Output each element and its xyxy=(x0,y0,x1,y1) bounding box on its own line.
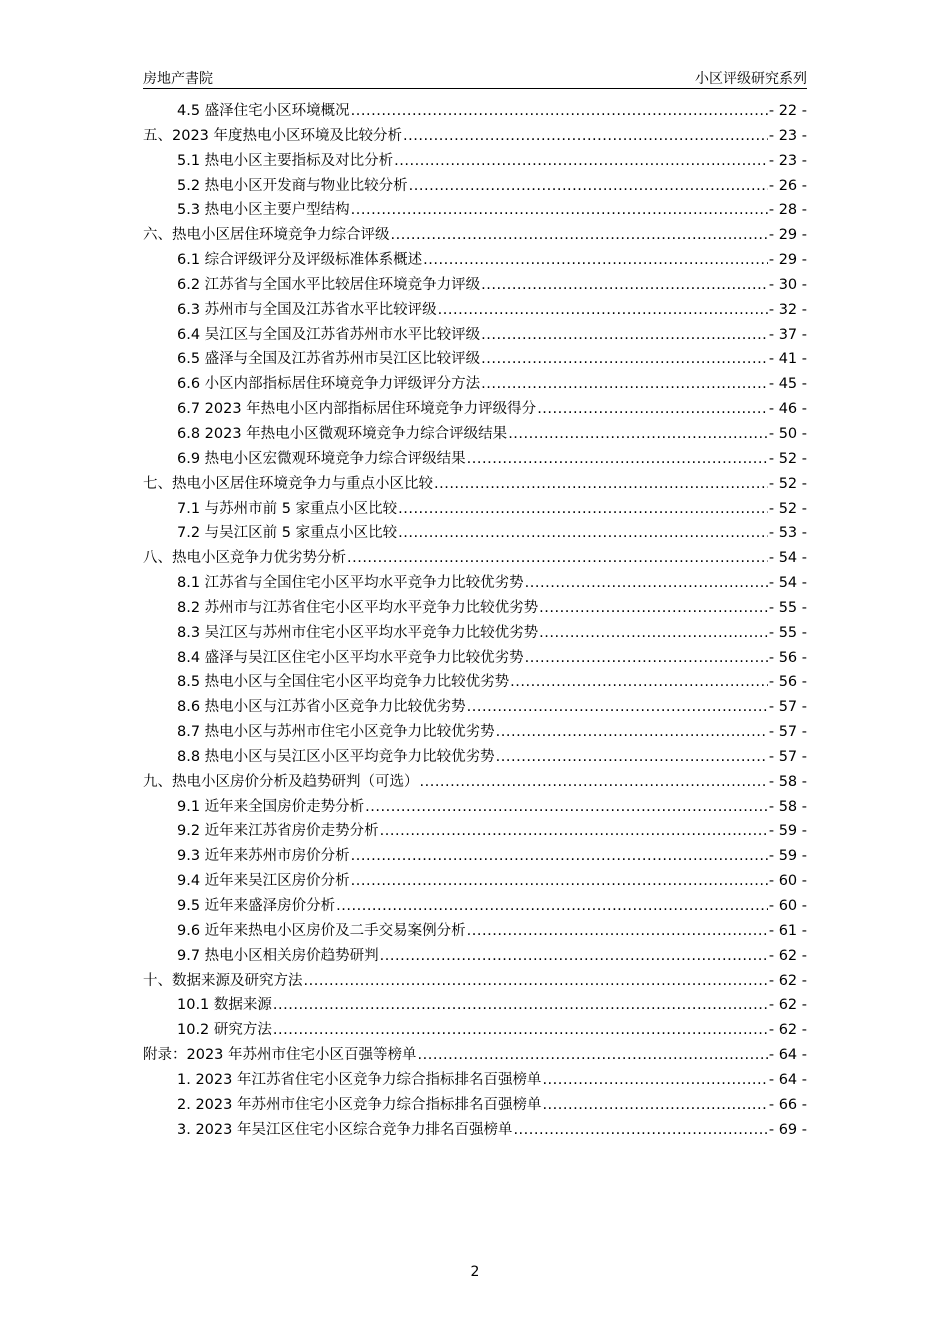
toc-entry-title: 6.1 综合评级评分及评级标准体系概述 xyxy=(177,252,423,269)
toc-section-entry[interactable] xyxy=(143,99,807,124)
toc-entry-title: 9.6 近年来热电小区房价及二手交易案例分析 xyxy=(177,922,466,939)
toc-entry-title: 8.2 苏州市与江苏省住宅小区平均水平竞争力比较优劣势 xyxy=(177,599,539,616)
toc-entry-title: 10.2 研究方法 xyxy=(177,1022,272,1039)
toc-entry-page: - 62 - xyxy=(768,997,807,1014)
toc-section-entry[interactable] xyxy=(143,347,807,372)
toc-section-entry[interactable] xyxy=(143,670,807,695)
toc-section-entry[interactable] xyxy=(143,720,807,745)
toc-chapter-entry[interactable] xyxy=(143,472,807,497)
toc-dot-leader xyxy=(496,724,768,740)
toc-dot-leader xyxy=(481,376,768,392)
toc-section-entry[interactable] xyxy=(143,447,807,472)
toc-entry-page: - 32 - xyxy=(768,301,807,318)
toc-entry-page: - 30 - xyxy=(768,276,807,293)
toc-entry-title: 10.1 数据来源 xyxy=(177,997,272,1014)
toc-dot-leader xyxy=(398,525,768,541)
toc-section-entry[interactable] xyxy=(143,273,807,298)
header-series-title: 小区评级研究系列 xyxy=(695,71,807,87)
toc-entry-title: 十、数据来源及研究方法 xyxy=(143,972,303,989)
toc-dot-leader xyxy=(304,973,768,989)
toc-entry-title: 六、热电小区居住环境竞争力综合评级 xyxy=(143,227,390,244)
toc-section-entry[interactable] xyxy=(143,149,807,174)
toc-section-entry[interactable] xyxy=(143,596,807,621)
toc-entry-title: 6.5 盛泽与全国及江苏省苏州市吴江区比较评级 xyxy=(177,351,481,368)
toc-entry-title: 7.1 与苏州市前 5 家重点小区比较 xyxy=(177,500,398,517)
toc-entry-page: - 29 - xyxy=(768,227,807,244)
toc-entry-title: 9.5 近年来盛泽房价分析 xyxy=(177,898,336,914)
toc-dot-leader xyxy=(380,948,768,964)
toc-dot-leader xyxy=(423,252,768,268)
toc-entry-page: - 28 - xyxy=(768,202,807,219)
toc-dot-leader xyxy=(537,401,768,417)
toc-entry-page: - 23 - xyxy=(768,127,807,144)
toc-chapter-entry[interactable] xyxy=(143,124,807,149)
toc-entry-page: - 57 - xyxy=(768,699,807,716)
toc-entry-page: - 59 - xyxy=(768,823,807,840)
toc-section-entry[interactable] xyxy=(143,521,807,546)
toc-entry-page: - 41 - xyxy=(768,351,807,368)
toc-chapter-entry[interactable] xyxy=(143,770,807,795)
toc-entry-page: - 23 - xyxy=(768,152,807,169)
toc-dot-leader xyxy=(481,351,768,367)
toc-entry-page: - 55 - xyxy=(768,624,807,641)
toc-dot-leader xyxy=(273,1022,768,1038)
toc-dot-leader xyxy=(513,1122,767,1138)
toc-section-entry[interactable] xyxy=(143,397,807,422)
toc-entry-title: 8.6 热电小区与江苏省小区竞争力比较优劣势 xyxy=(177,699,466,716)
toc-section-entry[interactable] xyxy=(143,298,807,323)
toc-dot-leader xyxy=(351,873,768,889)
toc-entry-title: 6.9 热电小区宏微观环境竞争力综合评级结果 xyxy=(177,450,466,467)
toc-section-entry[interactable] xyxy=(143,1018,807,1043)
toc-entry-title: 2. 2023 年苏州市住宅小区竞争力综合指标排名百强榜单 xyxy=(177,1096,542,1113)
toc-section-entry[interactable] xyxy=(143,695,807,720)
toc-entry-page: - 62 - xyxy=(768,947,807,964)
toc-entry-page: - 52 - xyxy=(768,500,807,517)
toc-entry-page: - 61 - xyxy=(768,922,807,939)
toc-entry-title: 5.2 热电小区开发商与物业比较分析 xyxy=(177,177,408,194)
toc-dot-leader xyxy=(351,103,768,119)
toc-section-entry[interactable] xyxy=(143,422,807,447)
toc-entry-title: 1. 2023 年江苏省住宅小区竞争力综合指标排名百强榜单 xyxy=(177,1071,542,1088)
toc-dot-leader xyxy=(481,277,768,293)
toc-dot-leader xyxy=(347,550,768,566)
toc-entry-page: - 46 - xyxy=(768,401,807,418)
toc-entry-title: 4.5 盛泽住宅小区环境概况 xyxy=(177,103,350,119)
toc-entry-title: 6.2 江苏省与全国水平比较居住环境竞争力评级 xyxy=(177,276,481,293)
toc-section-entry[interactable] xyxy=(143,646,807,671)
toc-chapter-entry[interactable] xyxy=(143,223,807,248)
toc-entry-page: - 62 - xyxy=(768,1022,807,1039)
toc-entry-page: - 57 - xyxy=(768,748,807,765)
toc-dot-leader xyxy=(420,774,768,790)
toc-entry-title: 9.1 近年来全国房价走势分析 xyxy=(177,798,365,815)
toc-dot-leader xyxy=(539,600,768,616)
toc-dot-leader xyxy=(434,476,768,492)
toc-entry-title: 8.7 热电小区与苏州市住宅小区竞争力比较优劣势 xyxy=(177,724,495,741)
toc-section-entry[interactable] xyxy=(143,1068,807,1093)
toc-entry-page: - 29 - xyxy=(768,252,807,269)
toc-section-entry[interactable] xyxy=(143,894,807,919)
toc-entry-title: 3. 2023 年吴江区住宅小区综合竞争力排名百强榜单 xyxy=(177,1121,513,1138)
toc-entry-title: 附录：2023 年苏州市住宅小区百强等榜单 xyxy=(143,1047,417,1064)
toc-entry-page: - 54 - xyxy=(768,550,807,567)
toc-dot-leader xyxy=(496,749,768,765)
toc-entry-page: - 60 - xyxy=(768,898,807,914)
toc-entry-page: - 26 - xyxy=(768,177,807,194)
toc-entry-title: 8.4 盛泽与吴江区住宅小区平均水平竞争力比较优劣势 xyxy=(177,649,524,666)
toc-dot-leader xyxy=(539,625,768,641)
toc-entry-page: - 69 - xyxy=(768,1121,807,1138)
toc-section-entry[interactable] xyxy=(143,198,807,223)
toc-entry-title: 八、热电小区竞争力优劣势分析 xyxy=(143,550,346,567)
toc-dot-leader xyxy=(394,153,768,169)
toc-entry-page: - 56 - xyxy=(768,649,807,666)
toc-section-entry[interactable] xyxy=(143,372,807,397)
toc-section-entry[interactable] xyxy=(143,819,807,844)
toc-entry-page: - 64 - xyxy=(768,1071,807,1088)
toc-dot-leader xyxy=(510,674,768,690)
toc-dot-leader xyxy=(438,302,768,318)
toc-entry-page: - 60 - xyxy=(768,873,807,890)
toc-entry-title: 七、热电小区居住环境竞争力与重点小区比较 xyxy=(143,475,433,492)
toc-dot-leader xyxy=(398,501,768,517)
toc-dot-leader xyxy=(481,327,768,343)
toc-section-entry[interactable] xyxy=(143,844,807,869)
toc-entry-page: - 22 - xyxy=(768,103,807,119)
toc-dot-leader xyxy=(351,848,768,864)
toc-entry-title: 6.3 苏州市与全国及江苏省水平比较评级 xyxy=(177,301,437,318)
toc-entry-page: - 50 - xyxy=(768,425,807,442)
toc-entry-title: 6.4 吴江区与全国及江苏省苏州市水平比较评级 xyxy=(177,326,481,343)
toc-section-entry[interactable] xyxy=(143,323,807,348)
toc-entry-title: 8.3 吴江区与苏州市住宅小区平均水平竞争力比较优劣势 xyxy=(177,624,539,641)
toc-dot-leader xyxy=(409,178,768,194)
toc-section-entry[interactable] xyxy=(143,1093,807,1118)
toc-section-entry[interactable] xyxy=(143,919,807,944)
toc-section-entry[interactable] xyxy=(143,497,807,522)
toc-entry-title: 6.6 小区内部指标居住环境竞争力评级评分方法 xyxy=(177,376,481,393)
toc-dot-leader xyxy=(418,1047,768,1063)
toc-dot-leader xyxy=(525,575,768,591)
toc-section-entry[interactable] xyxy=(143,795,807,820)
toc-dot-leader xyxy=(525,650,768,666)
toc-entry-page: - 59 - xyxy=(768,848,807,865)
toc-entry-page: - 53 - xyxy=(768,525,807,542)
toc-entry-title: 五、2023 年度热电小区环境及比较分析 xyxy=(143,127,403,144)
toc-entry-page: - 58 - xyxy=(768,773,807,790)
toc-entry-page: - 52 - xyxy=(768,475,807,492)
toc-entry-title: 8.5 热电小区与全国住宅小区平均竞争力比较优劣势 xyxy=(177,674,510,691)
toc-section-entry[interactable] xyxy=(143,621,807,646)
toc-section-entry[interactable] xyxy=(143,944,807,969)
toc-entry-title: 9.4 近年来吴江区房价分析 xyxy=(177,873,350,890)
toc-chapter-entry[interactable] xyxy=(143,969,807,994)
toc-entry-page: - 66 - xyxy=(768,1096,807,1113)
toc-dot-leader xyxy=(542,1097,767,1113)
toc-chapter-entry[interactable] xyxy=(143,1043,807,1068)
toc-entry-page: - 56 - xyxy=(768,674,807,691)
toc-entry-page: - 52 - xyxy=(768,450,807,467)
toc-entry-page: - 57 - xyxy=(768,724,807,741)
toc-entry-page: - 58 - xyxy=(768,798,807,815)
toc-dot-leader xyxy=(351,202,768,218)
toc-entry-title: 9.2 近年来江苏省房价走势分析 xyxy=(177,823,379,840)
header-publisher: 房地产書院 xyxy=(143,71,213,87)
toc-dot-leader xyxy=(365,799,768,815)
toc-entry-page: - 64 - xyxy=(768,1047,807,1064)
toc-section-entry[interactable] xyxy=(143,993,807,1018)
table-of-contents xyxy=(143,99,807,1142)
toc-section-entry[interactable] xyxy=(143,869,807,894)
page-header xyxy=(143,66,807,89)
toc-entry-page: - 54 - xyxy=(768,575,807,592)
toc-section-entry[interactable] xyxy=(143,174,807,199)
toc-dot-leader xyxy=(467,699,768,715)
toc-section-entry[interactable] xyxy=(143,248,807,273)
page-number: 2 xyxy=(470,1264,480,1280)
toc-dot-leader xyxy=(508,426,768,442)
toc-entry-title: 8.1 江苏省与全国住宅小区平均水平竞争力比较优劣势 xyxy=(177,575,524,592)
toc-entry-title: 6.7 2023 年热电小区内部指标居住环境竞争力评级得分 xyxy=(177,401,537,418)
toc-section-entry[interactable] xyxy=(143,571,807,596)
toc-entry-title: 5.1 热电小区主要指标及对比分析 xyxy=(177,152,394,169)
toc-entry-page: - 45 - xyxy=(768,376,807,393)
toc-dot-leader xyxy=(391,227,768,243)
toc-entry-title: 9.3 近年来苏州市房价分析 xyxy=(177,848,350,865)
toc-entry-title: 9.7 热电小区相关房价趋势研判 xyxy=(177,947,379,964)
toc-section-entry[interactable] xyxy=(143,1118,807,1143)
toc-entry-page: - 37 - xyxy=(768,326,807,343)
toc-dot-leader xyxy=(467,923,768,939)
toc-entry-page: - 62 - xyxy=(768,972,807,989)
toc-entry-title: 5.3 热电小区主要户型结构 xyxy=(177,202,350,219)
toc-entry-title: 九、热电小区房价分析及趋势研判（可选） xyxy=(143,773,419,790)
toc-dot-leader xyxy=(273,997,768,1013)
toc-dot-leader xyxy=(336,898,768,914)
toc-section-entry[interactable] xyxy=(143,745,807,770)
toc-entry-page: - 55 - xyxy=(768,599,807,616)
toc-dot-leader xyxy=(403,128,768,144)
toc-chapter-entry[interactable] xyxy=(143,546,807,571)
toc-dot-leader xyxy=(380,823,768,839)
toc-entry-title: 8.8 热电小区与吴江区小区平均竞争力比较优劣势 xyxy=(177,748,495,765)
toc-entry-title: 7.2 与吴江区前 5 家重点小区比较 xyxy=(177,525,398,542)
toc-entry-title: 6.8 2023 年热电小区微观环境竞争力综合评级结果 xyxy=(177,425,508,442)
toc-dot-leader xyxy=(467,451,768,467)
toc-dot-leader xyxy=(542,1072,767,1088)
